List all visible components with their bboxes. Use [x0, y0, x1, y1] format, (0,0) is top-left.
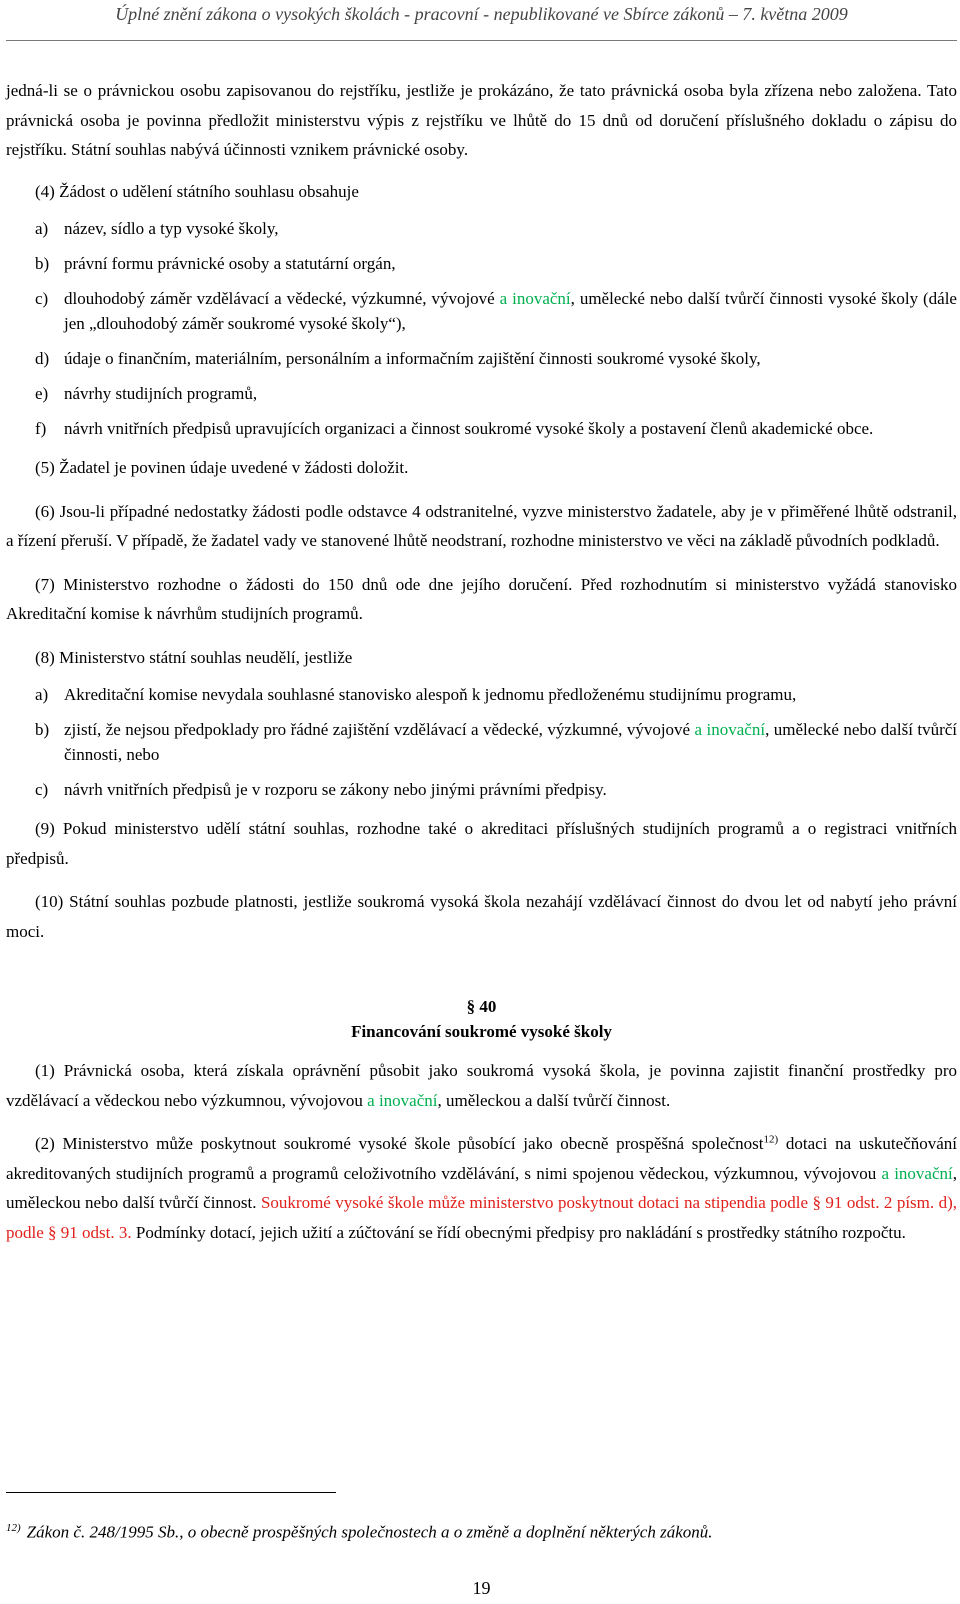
section-paragraph-2	[6, 1129, 957, 1247]
item-text: název, sídlo a typ vysoké školy,	[64, 219, 279, 238]
amendment-highlight-green: a inovační	[367, 1090, 438, 1110]
section-paragraph-1	[6, 1056, 957, 1115]
section-heading: Financování soukromé vysoké školy	[351, 1022, 612, 1041]
item-text: Akreditační komise nevydala souhlasné stanovisko alespoň k jednomu předloženému studijnímu programu,	[64, 685, 797, 704]
item-text: údaje o finančním, materiálním, personálním a informačním zajištění činnosti soukromé vysoké školy,	[64, 349, 761, 368]
header-divider	[6, 40, 957, 41]
item-text: návrhy studijních programů,	[64, 384, 258, 403]
text-part: , uměleckou a další tvůrčí činnost.	[437, 1090, 671, 1110]
paragraph-7: (7) Ministerstvo rozhodne o žádosti do 150 dnů ode dne jejího doručení. Před rozhodnutím si ministerstvo vyžádá stanovisko Akreditační komise k návrhům studijních programů.	[6, 574, 957, 623]
amendment-highlight-green: a inovační	[881, 1163, 953, 1183]
item-text-part: zjistí, že nejsou předpoklady pro řádné zajištění vzdělávací a vědecké, výzkumné, vývojové	[64, 720, 695, 739]
paragraph-5: (5) Žadatel je povinen údaje uvedené v žádosti doložit.	[35, 458, 409, 477]
amendment-highlight-green: a inovační	[694, 720, 766, 739]
list-item-4b	[6, 251, 957, 276]
text-part: Podmínky dotací, jejich užití a zúčtování se řídí obecnými předpisy pro nakládání s prostředky státního rozpočtu.	[131, 1222, 906, 1242]
item-text: návrh vnitřních předpisů upravujících organizaci a činnost soukromé vysoké školy a postavení členů akademické obce.	[64, 419, 874, 438]
item-text	[64, 286, 957, 336]
footnote-reference[interactable]: 12)	[763, 1133, 779, 1146]
item-label: b)	[35, 720, 50, 739]
item-label: d)	[35, 349, 50, 368]
item-text-part: dlouhodobý záměr vzdělávací a vědecké, výzkumné, vývojové	[64, 289, 500, 308]
list-item-4e	[6, 381, 957, 406]
item-label: c)	[35, 780, 49, 799]
footnote	[6, 1522, 957, 1543]
text-part: (1) Právnická osoba, která získala oprávnění působit jako soukromá vysoká škola, je povinna zajistit finanční prostředky pro vzdělávací a vědeckou nebo výzkumnou, vývojovou	[6, 1061, 957, 1110]
footnote-text: Zákon č. 248/1995 Sb., o obecně prospěšných společnostech a o změně a doplnění některých zákonů.	[26, 1522, 713, 1542]
item-text-part: , umělecké nebo další tvůrčí činnosti, nebo	[64, 720, 958, 764]
item-label: a)	[35, 685, 49, 704]
paragraph-4: (4) Žádost o udělení státního souhlasu obsahuje	[35, 181, 359, 201]
document-body	[6, 76, 957, 1247]
page-number: 19	[472, 1578, 491, 1598]
list-item-8c	[6, 777, 957, 802]
intro-paragraph: jedná-li se o právnickou osobu zapisovanou do rejstříku, jestliže je prokázáno, že tato právnická osoba byla zřízena nebo založena. Tato právnická osoba je povinna předložit ministerstvu výpis z rejstříku ve lhůtě do 15 dnů od doručení příslušného dokladu o zápisu do rejstříku. Státní souhlas nabývá účinnosti vznikem právnické osoby.	[6, 81, 957, 159]
item-label: b)	[35, 254, 50, 273]
amendment-highlight-green: a inovační	[499, 289, 571, 308]
list-item-4d	[6, 346, 957, 371]
section-number: § 40	[466, 997, 497, 1016]
running-header: Úplné znění zákona o vysokých školách - pracovní - nepublikované ve Sbírce zákonů – 7. května 2009	[115, 4, 848, 24]
item-text: právní formu právnické osoby a statutární orgán,	[64, 254, 396, 273]
item-label: f)	[35, 419, 47, 438]
amendment-highlight-red: Soukromé vysoké škole může ministerstvo poskytnout dotaci na stipendia podle § 91 odst. 2 písm. d), podle § 91 odst. 3.	[6, 1193, 957, 1242]
list-item-4a	[6, 216, 957, 241]
text-part: dotaci na uskutečňování akreditovaných studijních programů a programů celoživotního vzdělávání, s nimi spojenou vědeckou, výzkumnou, vývojovou	[6, 1134, 958, 1183]
item-text: návrh vnitřních předpisů je v rozporu se zákony nebo jinými právními předpisy.	[64, 780, 607, 799]
paragraph-8: (8) Ministerstvo státní souhlas neudělí, jestliže	[35, 647, 353, 667]
item-label: c)	[35, 289, 49, 308]
list-item-8a	[6, 682, 957, 707]
paragraph-10: (10) Státní souhlas pozbude platnosti, jestliže soukromá vysoká škola nezahájí vzdělávací činnost do dvou let od nabytí jeho právní moci.	[6, 892, 957, 941]
list-item-8b	[6, 717, 957, 767]
text-part: (2) Ministerstvo může poskytnout soukromé vysoké škole působící jako obecně prospěšná společnost	[35, 1134, 764, 1153]
item-text	[64, 717, 957, 767]
item-label: a)	[35, 219, 49, 238]
list-item-4c	[6, 286, 957, 336]
text-part: , uměleckou nebo další tvůrčí činnost.	[6, 1163, 957, 1212]
item-label: e)	[35, 384, 49, 403]
list-item-4f	[6, 416, 957, 441]
paragraph-9: (9) Pokud ministerstvo udělí státní souhlas, rozhodne také o akreditaci příslušných studijních programů a o registraci vnitřních předpisů.	[6, 819, 957, 868]
footnote-mark: 12)	[6, 1522, 21, 1534]
item-text-part: , umělecké nebo další tvůrčí činnosti vysoké školy (dále jen „dlouhodobý záměr soukromé vysoké školy“),	[64, 289, 957, 333]
footnote-divider	[6, 1492, 336, 1493]
paragraph-6: (6) Jsou-li případné nedostatky žádosti podle odstavce 4 odstranitelné, vyzve ministerstvo žadatele, aby je v přiměřené lhůtě odstranil, a řízení přeruší. V případě, že žadatel vady ve stanovené lhůtě neodstraní, rozhodne ministerstvo ve věci na základě původních podkladů.	[6, 501, 957, 550]
